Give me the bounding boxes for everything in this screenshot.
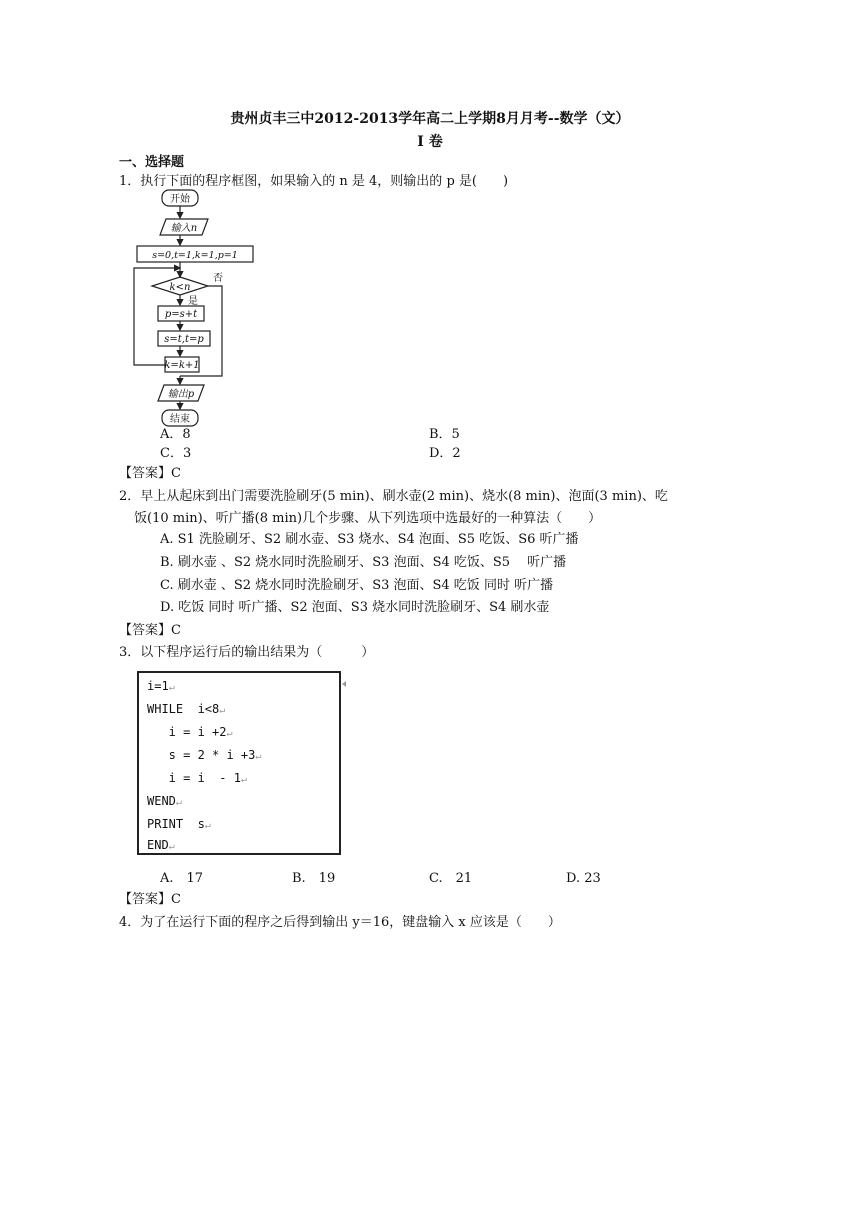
flowchart-output-label: 输出p xyxy=(167,389,195,400)
flowchart-cond-label: k<n xyxy=(169,282,191,293)
q3-option-b: B. 19 xyxy=(292,871,336,886)
q2-answer: 【答案】C xyxy=(119,623,181,638)
q2-option-b: B. 刷水壶 、S2 烧水同时洗脸刷牙、S3 泡面、S4 吃饭、S5 听广播 xyxy=(160,555,567,570)
q1-option-a: A．8 xyxy=(160,427,191,442)
q1-option-d: D．2 xyxy=(429,446,461,461)
code-line-6: WEND↵ xyxy=(147,794,182,808)
flowchart-input-label: 输入n xyxy=(170,223,198,234)
q2-option-d: D. 吃饭 同时 听广播、S2 泡面、S3 烧水同时洗脸刷牙、S4 刷水壶 xyxy=(160,600,550,615)
q1-option-c: C．3 xyxy=(160,446,192,461)
page-title: 贵州贞丰三中2012-2013学年高二上学期8月月考--数学（文） xyxy=(230,111,630,127)
flowchart-step-3-label: k=k+1 xyxy=(164,360,200,371)
question-2-stem-line-1: 2．早上从起床到出门需要洗脸刷牙(5 min)、刷水壶(2 min)、烧水(8 min)、泡面(3 min)、吃 xyxy=(119,489,668,504)
q1-answer: 【答案】C xyxy=(119,466,181,481)
code-line-8: END↵ xyxy=(147,838,175,852)
flowchart-start-label: 开始 xyxy=(170,194,190,205)
flowchart xyxy=(118,188,268,433)
question-4-stem: 4．为了在运行下面的程序之后得到输出 y＝16，键盘输入 x 应该是（ ） xyxy=(119,915,561,930)
flowchart-init-label: s=0,t=1,k=1,p=1 xyxy=(152,250,238,261)
flowchart-end-label: 结束 xyxy=(170,414,190,425)
code-line-3: i = i +2↵ xyxy=(147,725,233,739)
code-line-7: PRINT s↵ xyxy=(147,817,211,831)
q3-option-d: D. 23 xyxy=(566,871,601,886)
q3-option-c: C. 21 xyxy=(429,871,473,886)
flowchart-step-1-label: p=s+t xyxy=(164,309,198,320)
flowchart-no-label: 否 xyxy=(213,273,223,284)
q2-option-c: C. 刷水壶 、S2 烧水同时洗脸刷牙、S3 泡面、S4 吃饭 同时 听广播 xyxy=(160,578,554,593)
code-block xyxy=(137,671,341,855)
volume-label: I 卷 xyxy=(417,134,443,150)
question-2-stem-line-2: 饭(10 min)、听广播(8 min)几个步骤、从下列选项中选最好的一种算法（ ） xyxy=(134,511,602,526)
question-3-stem: 3．以下程序运行后的输出结果为（ ） xyxy=(119,645,375,660)
q1-option-b: B．5 xyxy=(429,427,460,442)
section-heading: 一、选择题 xyxy=(119,155,185,170)
question-1-stem: 1．执行下面的程序框图，如果输入的 n 是 4，则输出的 p 是( ) xyxy=(119,174,509,189)
code-line-5: i = i - 1↵ xyxy=(147,771,247,785)
code-line-4: s = 2 * i +3↵ xyxy=(147,748,262,762)
code-line-1: i=1↵ xyxy=(147,679,175,693)
flowchart-yes-label: 是 xyxy=(188,296,198,307)
side-marker-icon xyxy=(342,681,346,687)
code-line-2: WHILE i<8↵ xyxy=(147,702,226,716)
q3-answer: 【答案】C xyxy=(119,892,181,907)
q2-option-a: A. S1 洗脸刷牙、S2 刷水壶、S3 烧水、S4 泡面、S5 吃饭、S6 听广播 xyxy=(160,532,579,547)
q3-option-a: A. 17 xyxy=(160,871,204,886)
flowchart-step-2-label: s=t,t=p xyxy=(164,334,204,345)
